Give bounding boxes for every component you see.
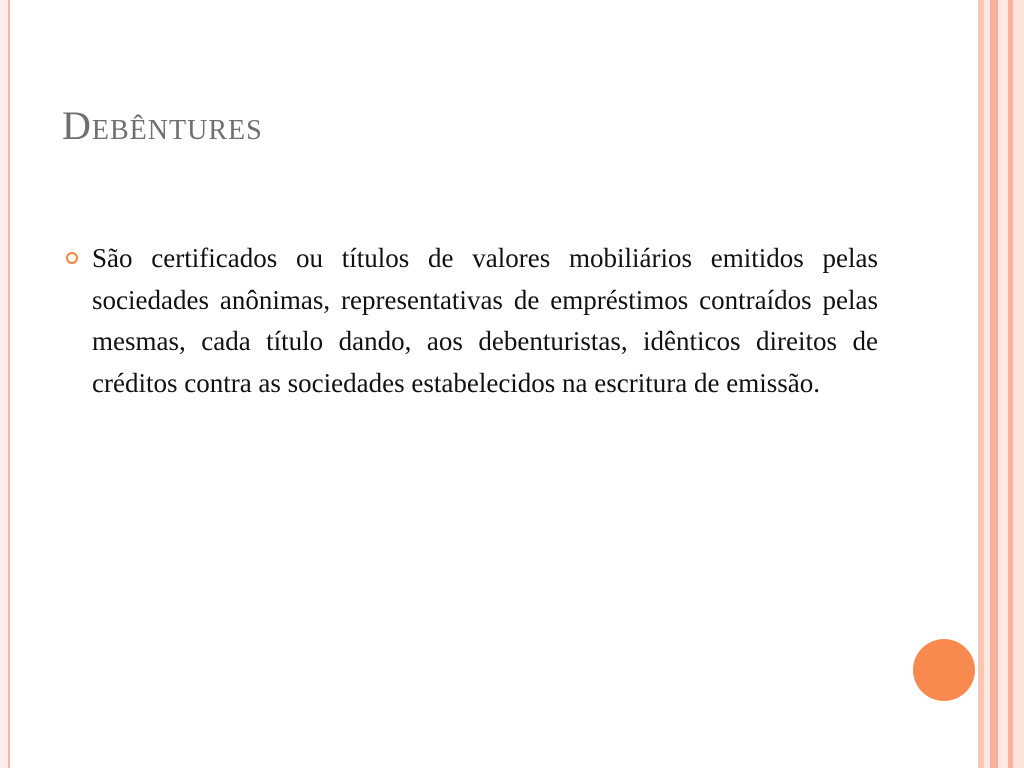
bullet-item — [62, 238, 878, 404]
hollow-circle-bullet-icon — [66, 252, 78, 264]
bullet-text: São certificados ou títulos de valores mobiliários emitidos pelas sociedades anônimas, representativas de empréstimos contraídos pelas mesmas, cada título dando, aos debenturistas, idênticos direitos de créditos contra as sociedades estabelecidos na escritura de emissão. — [92, 243, 878, 398]
slide-title: Debêntures — [62, 103, 263, 148]
left-border — [0, 0, 10, 768]
right-stripe — [990, 0, 998, 768]
right-stripe — [1013, 0, 1024, 768]
right-stripe — [998, 0, 1008, 768]
decorative-circle-icon — [913, 639, 975, 701]
bullet-list — [62, 238, 878, 404]
